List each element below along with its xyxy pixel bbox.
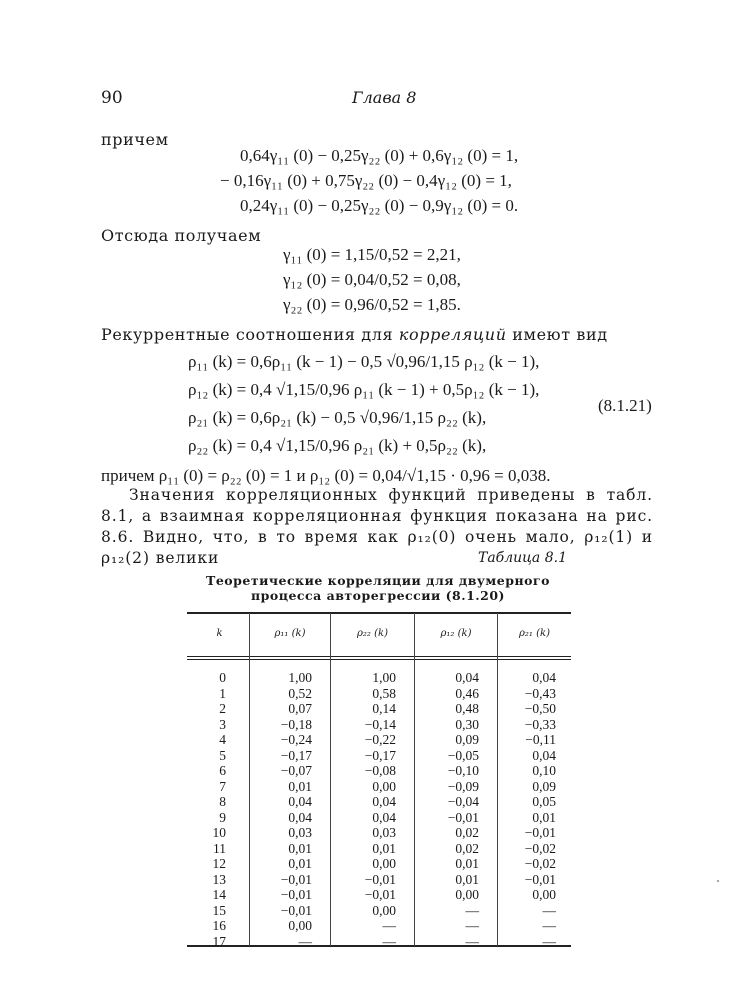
table-cell: — xyxy=(298,933,312,949)
table-cell: −0,24 xyxy=(280,732,312,747)
recurrence-eq-3: ρ₂₁ (k) = 0,6ρ₂₁ (k) − 0,5 √0,96/1,15 ρ₂₂ (k), xyxy=(188,408,487,427)
table-cell: −0,07 xyxy=(280,763,312,778)
table-cell: 0,01 xyxy=(455,871,479,887)
table-cell: 1 xyxy=(219,685,226,701)
table-cell: −0,04 xyxy=(447,794,479,809)
table-cell: 0,03 xyxy=(288,825,312,840)
column-rho22 xyxy=(331,670,396,949)
table-cell: 1,00 xyxy=(288,670,312,685)
table-cell: 0,07 xyxy=(288,701,312,716)
system-eq-1: 0,64γ₁₁ (0) − 0,25γ₂₂ (0) + 0,6γ₁₂ (0) = 1, xyxy=(240,146,519,165)
table-cell: −0,01 xyxy=(280,887,312,902)
table-cell: 16 xyxy=(212,918,226,933)
table-cell: −0,01 xyxy=(524,825,556,840)
table-cell: 13 xyxy=(212,871,226,887)
table-cell: 0,00 xyxy=(455,887,479,902)
scan-speck xyxy=(717,880,719,882)
recurrence-eq-1: ρ₁₁ (k) = 0,6ρ₁₁ (k − 1) − 0,5 √0,96/1,15 ρ₁₂ (k − 1), xyxy=(188,352,540,371)
table-cell: — xyxy=(465,902,479,918)
page-number: 90 xyxy=(101,88,123,108)
result-gamma12: γ₁₂ (0) = 0,04/0,52 = 0,08, xyxy=(283,270,461,289)
table-cell: 0,04 xyxy=(288,809,312,825)
table-cell: — xyxy=(542,918,556,933)
table-cell: — xyxy=(542,902,556,918)
table-cell: −0,05 xyxy=(447,747,479,763)
table-cell: −0,33 xyxy=(524,716,556,732)
table-cell: 4 xyxy=(219,732,226,747)
table-cell: 0,01 xyxy=(372,840,396,856)
table-cell: 0,04 xyxy=(372,809,396,825)
chapter-title: Глава 8 xyxy=(352,88,417,107)
header-rho22: ρ₂₂ (k) xyxy=(357,628,388,639)
hence-text: Отсюда получаем xyxy=(101,226,262,245)
table-cell: 0,00 xyxy=(532,887,556,902)
table-cell: 0,01 xyxy=(455,856,479,871)
table-cell: −0,01 xyxy=(447,809,479,825)
header-rho11: ρ₁₁ (k) xyxy=(274,628,306,639)
table-cell: 0,04 xyxy=(372,794,396,809)
recurrence-eq-4: ρ₂₂ (k) = 0,4 √1,15/0,96 ρ₂₁ (k) + 0,5ρ₂₂ (k), xyxy=(188,436,487,455)
column-rho12 xyxy=(415,670,479,949)
table-cell: −0,17 xyxy=(280,747,312,763)
recurrent-intro xyxy=(101,325,608,344)
table-cell: 0,10 xyxy=(532,763,556,778)
table-cell: −0,43 xyxy=(524,685,556,701)
table-cell: 0,03 xyxy=(372,825,396,840)
column-rho11 xyxy=(250,670,312,949)
table-cell: −0,01 xyxy=(364,871,396,887)
table-cell: — xyxy=(465,933,479,949)
table-header-rule-1 xyxy=(187,656,571,657)
column-rho21 xyxy=(498,670,556,949)
table-cell: −0,11 xyxy=(525,732,556,747)
table-cell: 5 xyxy=(219,747,226,763)
table-cell: 15 xyxy=(212,902,226,918)
table-cell: −0,01 xyxy=(524,871,556,887)
table-label: Таблица 8.1 xyxy=(478,550,567,566)
intro-word: причем xyxy=(101,130,169,149)
table-cell: 10 xyxy=(212,825,226,840)
init-line: причем ρ₁₁ (0) = ρ₂₂ (0) = 1 и ρ₁₂ (0) = 0,04/√1,15 · 0,96 = 0,038. xyxy=(101,466,551,485)
header-k: k xyxy=(216,628,223,639)
column-k xyxy=(190,670,226,949)
recurrent-italic: корреляций xyxy=(398,325,507,344)
table-cell: 0,09 xyxy=(455,732,479,747)
table-cell: −0,17 xyxy=(364,747,396,763)
table-cell: 8 xyxy=(219,794,226,809)
result-gamma22: γ₂₂ (0) = 0,96/0,52 = 1,85. xyxy=(283,295,461,314)
table-cell: 12 xyxy=(212,856,226,871)
table-cell: 0,04 xyxy=(532,670,556,685)
table-cell: −0,22 xyxy=(364,732,396,747)
recurrence-eq-2: ρ₁₂ (k) = 0,4 √1,15/0,96 ρ₁₁ (k − 1) + 0,5ρ₁₂ (k − 1), xyxy=(188,380,540,399)
table-title: Теоретические корреляции для двумерного процесса авторегрессии (8.1.20) xyxy=(206,573,550,603)
table-cell: 0,02 xyxy=(455,825,479,840)
table-cell: — xyxy=(465,918,479,933)
table-cell: 1,00 xyxy=(372,670,396,685)
table-cell: 0,01 xyxy=(288,778,312,794)
table-cell: 0,01 xyxy=(288,856,312,871)
table-cell: 0,04 xyxy=(455,670,479,685)
table-cell: 7 xyxy=(219,778,226,794)
table-cell: 0,00 xyxy=(372,902,396,918)
table-cell: 0,04 xyxy=(532,747,556,763)
recurrent-prefix: Рекуррентные соотношения для xyxy=(101,325,399,344)
table-cell: 0,00 xyxy=(372,778,396,794)
result-gamma11: γ₁₁ (0) = 1,15/0,52 = 2,21, xyxy=(283,245,461,264)
table-header-rule-2 xyxy=(187,659,571,660)
table-cell: −0,50 xyxy=(524,701,556,716)
table-cell: −0,02 xyxy=(524,840,556,856)
system-eq-2: − 0,16γ₁₁ (0) + 0,75γ₂₂ (0) − 0,4γ₁₂ (0) = 1, xyxy=(220,171,512,190)
header-rho12: ρ₁₂ (k) xyxy=(440,628,472,639)
table-cell: −0,01 xyxy=(364,887,396,902)
body-paragraph: Значения корреляционных функций приведены в табл. 8.1, а взаимная корреляционная функция показана на рис. 8.6. Видно, что, в то время как ρ₁₂(0) очень мало, ρ₁₂(1) и ρ₁₂(2) велики xyxy=(101,486,653,567)
table-cell: 0,00 xyxy=(372,856,396,871)
table-cell: — xyxy=(382,933,396,949)
table-cell: 0,09 xyxy=(532,778,556,794)
table-cell: 17 xyxy=(212,933,226,949)
table-cell: 11 xyxy=(213,840,226,856)
table-cell: −0,02 xyxy=(524,856,556,871)
table-cell: −0,01 xyxy=(280,902,312,918)
table-cell: 0,01 xyxy=(532,809,556,825)
table-cell: 14 xyxy=(212,887,226,902)
table-cell: 0,48 xyxy=(455,701,479,716)
table-cell: −0,14 xyxy=(364,716,396,732)
table-cell: −0,01 xyxy=(280,871,312,887)
table-cell: 0,00 xyxy=(288,918,312,933)
equation-number: (8.1.21) xyxy=(598,396,652,415)
table-cell: 0,58 xyxy=(372,685,396,701)
recurrent-suffix: имеют вид xyxy=(506,325,608,344)
table-cell: −0,18 xyxy=(280,716,312,732)
table-top-rule xyxy=(187,612,571,614)
table-cell: 2 xyxy=(219,701,226,716)
table-cell: −0,10 xyxy=(447,763,479,778)
table-cell: 0,05 xyxy=(532,794,556,809)
system-eq-3: 0,24γ₁₁ (0) − 0,25γ₂₂ (0) − 0,9γ₁₂ (0) = 0. xyxy=(240,196,519,215)
table-cell: 0 xyxy=(219,670,226,685)
table-cell: 0,52 xyxy=(288,685,312,701)
table-cell: — xyxy=(542,933,556,949)
table-cell: 6 xyxy=(219,763,226,778)
table-cell: −0,08 xyxy=(364,763,396,778)
header-rho21: ρ₂₁ (k) xyxy=(519,628,550,639)
table-cell: 0,01 xyxy=(288,840,312,856)
table-cell: 0,46 xyxy=(455,685,479,701)
table-cell: 0,02 xyxy=(455,840,479,856)
table-cell: 0,04 xyxy=(288,794,312,809)
table-cell: 3 xyxy=(219,716,226,732)
table-cell: 0,14 xyxy=(372,701,396,716)
table-cell: 9 xyxy=(219,809,226,825)
table-cell: 0,30 xyxy=(455,716,479,732)
table-cell: — xyxy=(382,918,396,933)
table-cell: −0,09 xyxy=(447,778,479,794)
